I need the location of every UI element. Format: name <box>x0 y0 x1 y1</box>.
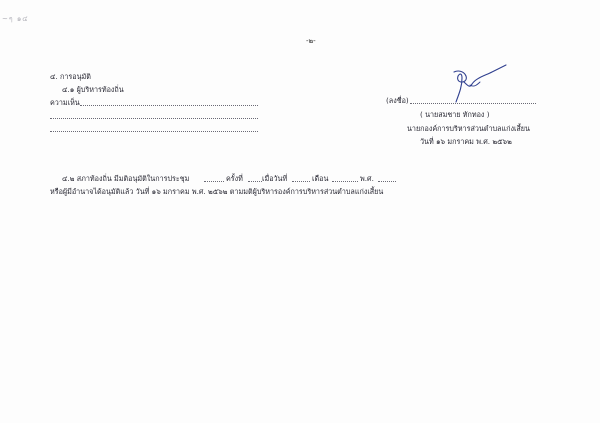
opinion-line-2 <box>50 118 258 119</box>
page-number: -๒- <box>306 37 316 45</box>
corner-handwritten-mark: ~ๆ ๑๔ <box>2 15 29 23</box>
session-blank-a <box>204 181 224 182</box>
signer-position: นายกองค์การบริหารส่วนตำบลแก่งเสี้ยน <box>407 124 530 133</box>
day-blank <box>292 181 310 182</box>
month-label: เดือน <box>312 174 329 183</box>
approval-heading: ๔. การอนุมัติ <box>50 72 91 81</box>
opinion-line-1 <box>80 105 258 106</box>
signer-name: ( นายสมชาย ทักทอง ) <box>420 110 490 119</box>
authority-approval-text: หรือผู้มีอำนาจได้อนุมัติแล้ว วันที่ ๑๖ มกราคม พ.ศ. ๒๕๖๒ ตามมติผู้บริหารองค์การบริหารส่วนตำบลแก่งเสี้ยน <box>50 187 384 196</box>
opinion-label: ความเห็น <box>50 98 80 107</box>
date-label: เมื่อวันที่ <box>262 174 288 183</box>
opinion-line-3 <box>50 131 258 132</box>
year-label: พ.ศ. <box>360 174 374 183</box>
handwritten-signature <box>444 62 510 104</box>
session-label: ครั้งที่ <box>226 174 243 183</box>
sign-label: (ลงชื่อ) <box>386 96 409 105</box>
local-executive-subheading: ๔.๑ ผู้บริหารท้องถิ่น <box>62 85 124 94</box>
year-blank <box>378 181 396 182</box>
council-approval-text: ๔.๒ สภาท้องถิ่น มีมติอนุมัติในการประชุม <box>62 174 190 183</box>
month-blank <box>332 181 358 182</box>
signature-date: วันที่ ๑๖ มกราคม พ.ศ. ๒๕๖๒ <box>420 137 512 146</box>
signature-line <box>410 103 536 104</box>
session-blank <box>248 181 262 182</box>
